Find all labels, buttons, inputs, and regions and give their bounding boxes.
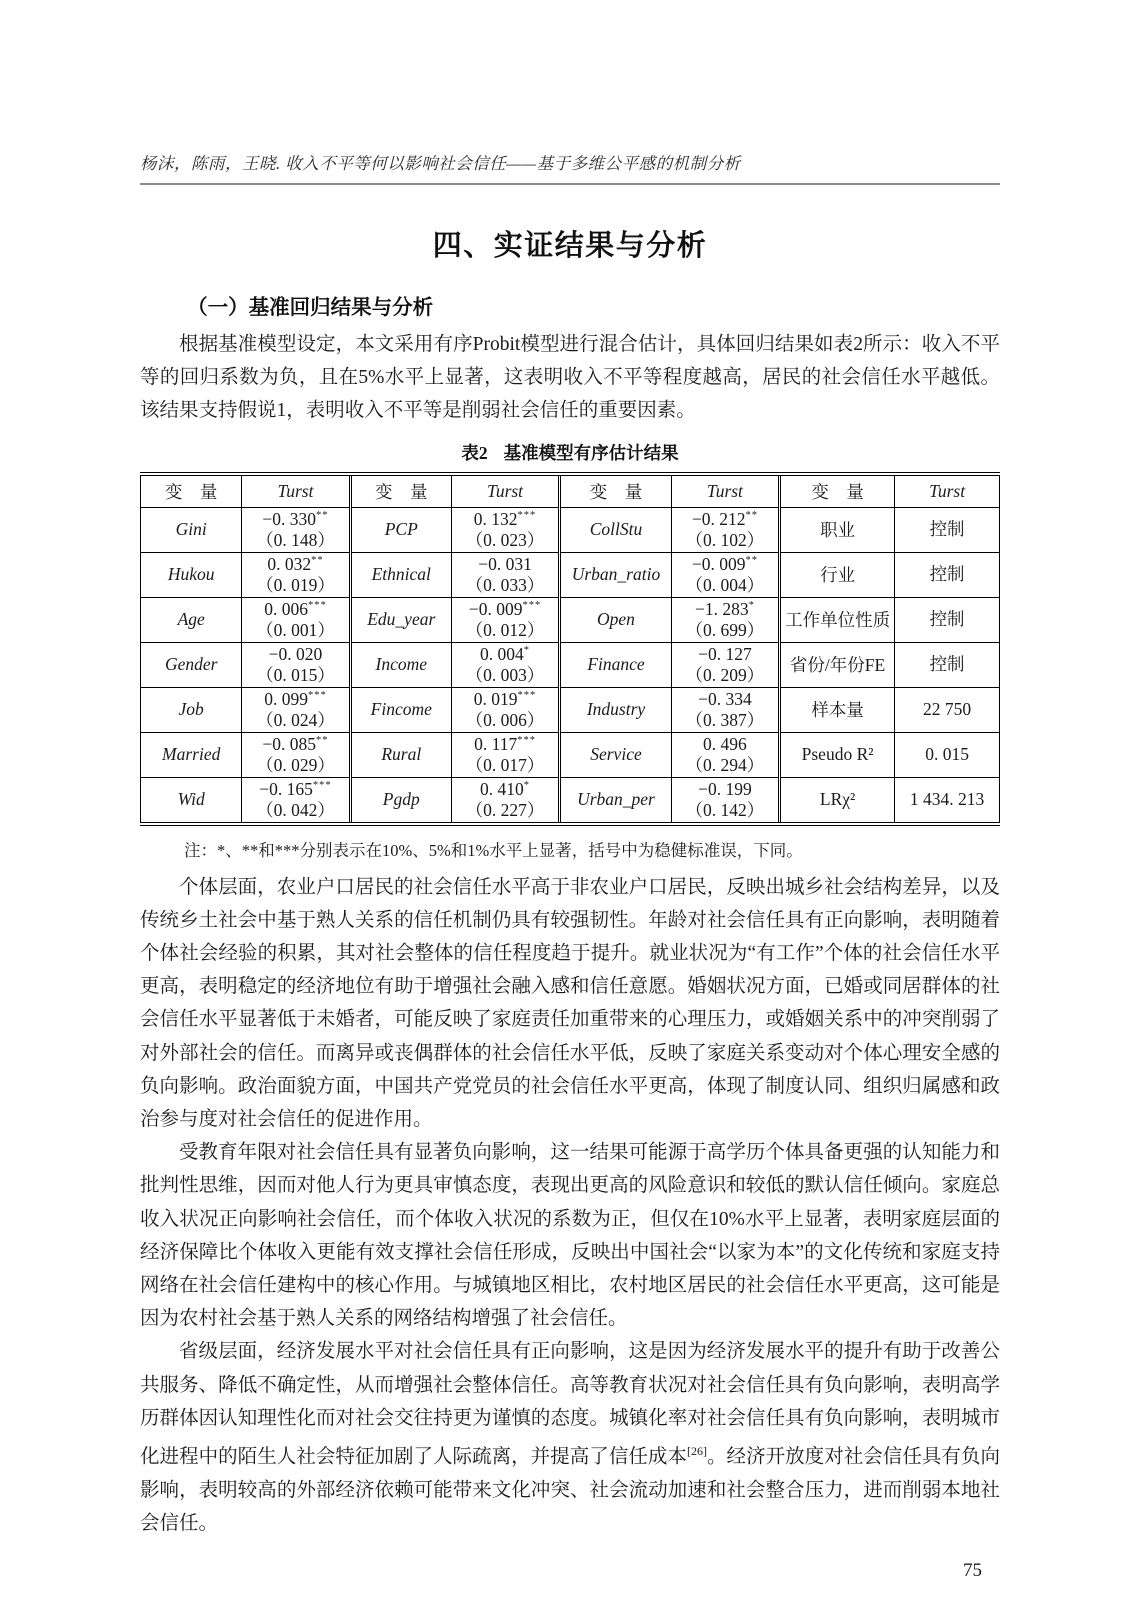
column-header-variable: 变 量 <box>141 474 242 508</box>
table-cell-value: 0. 132*** （0. 023） <box>451 507 559 552</box>
citation-ref: [26] <box>686 1444 707 1459</box>
subsection-heading: （一）基准回归结果与分析 <box>187 297 434 319</box>
column-header-value: Turst <box>451 474 559 508</box>
table-cell-variable: Gini <box>141 507 242 552</box>
table-cell-variable: Hukou <box>141 552 242 597</box>
table-cell-variable: PCP <box>350 507 451 552</box>
table-cell-variable: Married <box>141 732 242 777</box>
table-cell-variable: Wid <box>141 777 242 824</box>
column-header-value: Turst <box>671 474 779 508</box>
table-cell-variable: Edu_year <box>350 597 451 642</box>
table-cell-value: 0. 015 <box>895 732 1000 777</box>
table-cell-value: 0. 006*** （0. 001） <box>242 597 350 642</box>
table-row <box>141 552 1000 597</box>
table-row <box>141 687 1000 732</box>
table-cell-value: 0. 032** （0. 019） <box>242 552 350 597</box>
table-cell-variable: Pseudo R² <box>780 732 895 777</box>
table-cell-value: 控制 <box>895 597 1000 642</box>
table-cell-value: −0. 212** （0. 102） <box>671 507 779 552</box>
column-header-variable: 变 量 <box>780 474 895 508</box>
table-cell-value: −0. 085** （0. 029） <box>242 732 350 777</box>
table-cell-value: 控制 <box>895 507 1000 552</box>
table-caption-text: 基准模型有序估计结果 <box>503 442 679 463</box>
table-cell-value: 0. 004* （0. 003） <box>451 642 559 687</box>
table-cell-value: −0. 031 （0. 033） <box>451 552 559 597</box>
column-header-variable: 变 量 <box>560 474 672 508</box>
table-cell-variable: Income <box>350 642 451 687</box>
table-cell-variable: Ethnical <box>350 552 451 597</box>
table-cell-value: −0. 330** （0. 148） <box>242 507 350 552</box>
table-row <box>141 642 1000 687</box>
table-cell-variable: Finance <box>560 642 672 687</box>
table-cell-value: 1 434. 213 <box>895 777 1000 824</box>
table-cell-value: −0. 009*** （0. 012） <box>451 597 559 642</box>
body-paragraph: 根据基准模型设定，本文采用有序Probit模型进行混合估计，具体回归结果如表2所示：收入不平等的回归系数为负，且在5%水平上显著，这表明收入不平等程度越高，居民的社会信任水平越低。该结果支持假说1，表明收入不平等是削弱社会信任的重要因素。 <box>140 334 1000 422</box>
body-paragraph: 个体层面，农业户口居民的社会信任水平高于非农业户口居民，反映出城乡社会结构差异，以及传统乡土社会中基于熟人关系的信任机制仍具有较强韧性。年龄对社会信任具有正向影响，表明随着个体社会经验的积累，其对社会整体的信任程度趋于提升。就业状况为“有工作”个体的社会信任水平更高，表明稳定的经济地位有助于增强社会融入感和信任意愿。婚姻状况方面，已婚或同居群体的社会信任水平显著低于未婚者，可能反映了家庭责任加重带来的心理压力，或婚姻关系中的冲突削弱了对外部社会的信任。而离异或丧偶群体的社会信任水平低，反映了家庭关系变动对个体心理安全感的负向影响。政治面貌方面，中国共产党党员的社会信任水平更高，体现了制度认同、组织归属感和政治参与度对社会信任的促进作用。 <box>140 876 1000 1131</box>
table-cell-value: −1. 283* （0. 699） <box>671 597 779 642</box>
running-head: 杨沫，陈雨，王晓. 收入不平等何以影响社会信任——基于多维公平感的机制分析 <box>140 154 741 173</box>
table-cell-value: 0. 410* （0. 227） <box>451 777 559 824</box>
body-paragraph: 省级层面，经济发展水平对社会信任具有正向影响，这是因为经济发展水平的提升有助于改善公共服务、降低不确定性，从而增强社会整体信任。高等教育状况对社会信任具有负向影响，表明高学历群体因认知理性化而对社会交往持更为谨慎的态度。城镇化率对社会信任具有负向影响，表明城市化进程中的陌生人社会特征加剧了人际疏离，并提高了信任成本[26]。经济开放度对社会信任具有负向影响，表明较高的外部经济依赖可能带来文化冲突、社会流动加速和社会整合压力，进而削弱本地社会信任。 <box>140 1341 1000 1534</box>
table-cell-variable: Pgdp <box>350 777 451 824</box>
table-cell-variable: Industry <box>560 687 672 732</box>
table-row <box>141 732 1000 777</box>
table-cell-variable: Service <box>560 732 672 777</box>
table-cell-value: 控制 <box>895 642 1000 687</box>
table-cell-variable: CollStu <box>560 507 672 552</box>
table-row <box>141 507 1000 552</box>
header-rule <box>140 183 1000 185</box>
table-cell-value: 0. 117*** （0. 017） <box>451 732 559 777</box>
column-header-value: Turst <box>895 474 1000 508</box>
table-cell-variable: Age <box>141 597 242 642</box>
column-header-value: Turst <box>242 474 350 508</box>
table-cell-value: −0. 334 （0. 387） <box>671 687 779 732</box>
table-note: 注：*、**和***分别表示在10%、5%和1%水平上显著，括号中为稳健标准误，下同。 <box>184 840 803 860</box>
table-cell-variable: 省份/年份FE <box>780 642 895 687</box>
table-cell-variable: Open <box>560 597 672 642</box>
table-cell-variable: Fincome <box>350 687 451 732</box>
body-paragraph: 受教育年限对社会信任具有显著负向影响，这一结果可能源于高学历个体具备更强的认知能力和批判性思维，因而对他人行为更具审慎态度，表现出更高的风险意识和较低的默认信任倾向。家庭总收入状况正向影响社会信任，而个体收入状况的系数为正，但仅在10%水平上显著，表明家庭层面的经济保障比个体收入更能有效支撑社会信任形成，反映出中国社会“以家为本”的文化传统和家庭支持网络在社会信任建构中的核心作用。与城镇地区相比，农村地区居民的社会信任水平更高，这可能是因为农村社会基于熟人关系的网络结构增强了社会信任。 <box>140 1142 1000 1330</box>
table-cell-variable: 工作单位性质 <box>780 597 895 642</box>
page-number: 75 <box>963 1560 982 1582</box>
table-cell-variable: 行业 <box>780 552 895 597</box>
column-header-variable: 变 量 <box>350 474 451 508</box>
table-cell-variable: Gender <box>141 642 242 687</box>
table-row <box>141 597 1000 642</box>
table-row <box>141 777 1000 824</box>
regression-table <box>140 472 1000 826</box>
table-cell-value: 0. 099*** （0. 024） <box>242 687 350 732</box>
table-cell-variable: Urban_ratio <box>560 552 672 597</box>
table-cell-value: −0. 199 （0. 142） <box>671 777 779 824</box>
table-cell-value: −0. 009** （0. 004） <box>671 552 779 597</box>
table-cell-value: 22 750 <box>895 687 1000 732</box>
table-cell-variable: 样本量 <box>780 687 895 732</box>
table-cell-variable: 职业 <box>780 507 895 552</box>
table-cell-value: 0. 496 （0. 294） <box>671 732 779 777</box>
table-cell-value: −0. 127 （0. 209） <box>671 642 779 687</box>
table-cell-variable: Rural <box>350 732 451 777</box>
paragraph-block-intro <box>140 328 1000 428</box>
table-caption <box>140 440 1000 465</box>
table-cell-value: 0. 019*** （0. 006） <box>451 687 559 732</box>
table-cell-variable: Urban_per <box>560 777 672 824</box>
table-cell-value: −0. 020 （0. 015） <box>242 642 350 687</box>
table-cell-variable: LRχ² <box>780 777 895 824</box>
table-header-row <box>141 474 1000 508</box>
table-caption-label: 表2 <box>461 442 488 463</box>
section-title: 四、实证结果与分析 <box>432 230 708 262</box>
table-cell-value: −0. 165*** （0. 042） <box>242 777 350 824</box>
table-cell-value: 控制 <box>895 552 1000 597</box>
table-cell-variable: Job <box>141 687 242 732</box>
paragraph-block-body <box>140 871 1000 1541</box>
